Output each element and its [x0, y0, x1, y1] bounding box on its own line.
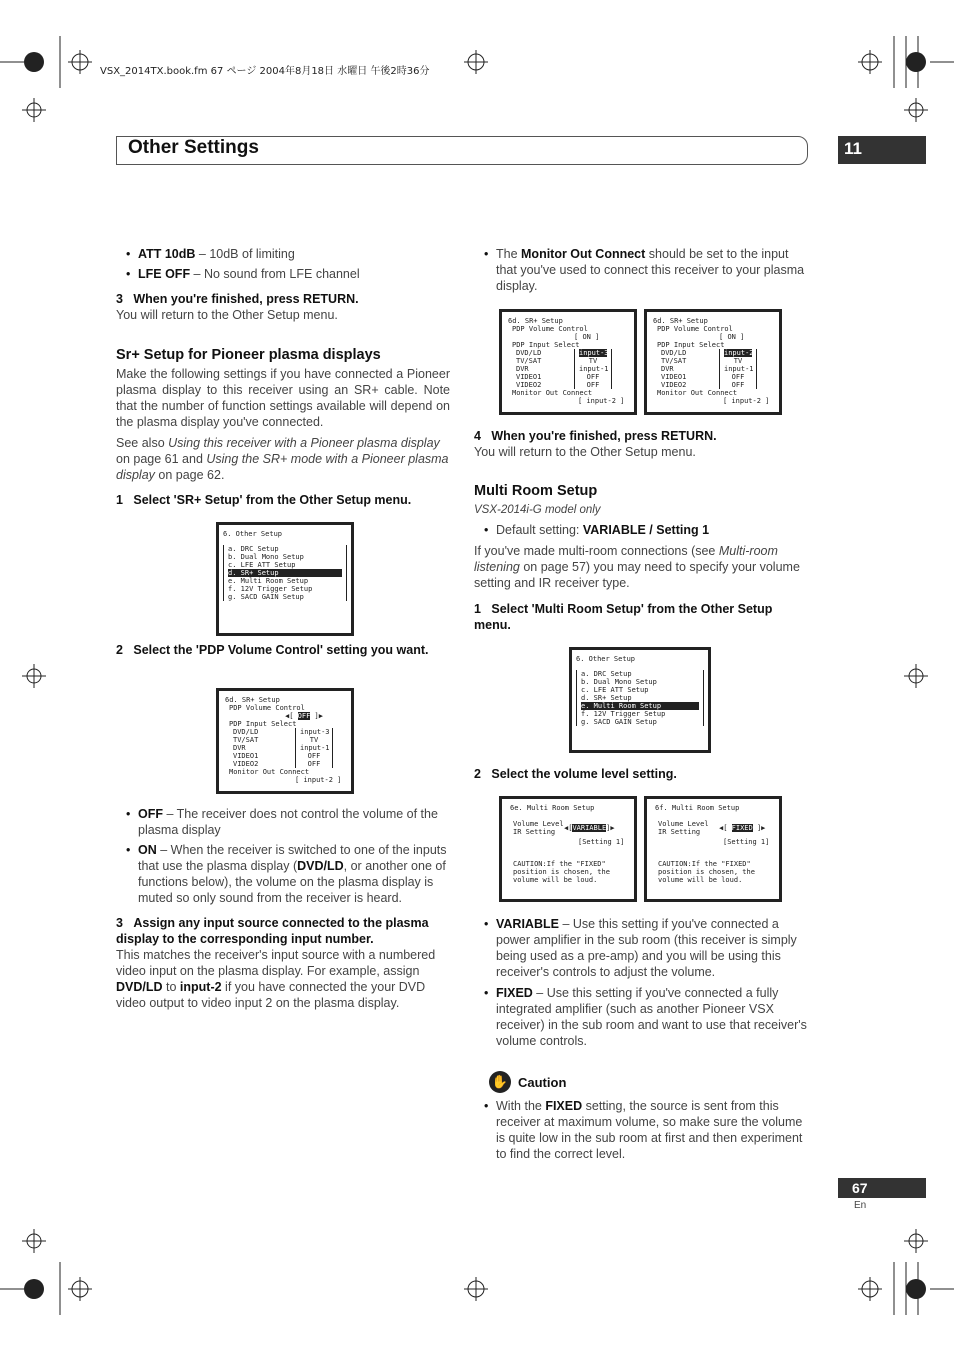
section-title-multiroom: Multi Room Setup	[474, 483, 598, 499]
list-item: • ATT 10dB – 10dB of limiting	[116, 246, 450, 262]
page-number: 67	[852, 1180, 868, 1196]
caution-hand-icon: ✋	[489, 1071, 511, 1093]
left-bullets-mid	[116, 806, 450, 1011]
osd-other-setup-sr: 6. Other Setup a. DRC Setup b. Dual Mono Setup c. LFE ATT Setup d. SR+ Setup e. Multi Room Setup f. 12V Trigger Setup g. SACD GAIN Setup	[216, 522, 354, 636]
caution-title: Caution	[518, 1075, 567, 1090]
sr-step-3-body: This matches the receiver's input source with a numbered video input on the plasma display. For example, assign DVD/LD to input-2 if you have connected the your DVD video output to video input 2 on the plasma display.	[116, 948, 436, 1010]
osd-other-setup-mr: 6. Other Setup a. DRC Setup b. Dual Mono Setup c. LFE ATT Setup d. SR+ Setup e. Multi Room Setup f. 12V Trigger Setup g. SACD GAIN Setup	[569, 647, 711, 753]
multiroom-step-1: 1 Select 'Multi Room Setup' from the Other Setup menu.	[474, 602, 773, 632]
chapter-badge	[838, 136, 926, 164]
step-3-heading: 3 When you're finished, press RETURN.	[116, 292, 359, 306]
sr-see-also: See also Using this receiver with a Pioneer plasma display on page 61 and Using the SR+ mode with a Pioneer plasma display on page 62.	[116, 436, 449, 482]
list-item: • The Monitor Out Connect should be set to the input that you've used to connect this receiver to your plasma display.	[474, 246, 808, 294]
chapter-number: 11	[844, 139, 862, 158]
osd-sr-setup-off: 6d. SR+ Setup PDP Volume Control ◀[ OFF ]▶ PDP Input Select DVD/LD TV/SAT DVR VIDEO1 VIDEO2 input-3 TV input-1 OFF OFF Monitor Out Connect [ input-2 ]	[216, 688, 354, 794]
list-item: • VARIABLE – Use this setting if you've connected a power amplifier in the sub room (this receiver is simply being used as a pre-amp) and you will be using this receiver's controls to adjust the volume.	[474, 916, 808, 980]
list-item: • LFE OFF – No sound from LFE channel	[116, 266, 450, 282]
step-4-heading: 4 When you're finished, press RETURN.	[474, 429, 717, 443]
file-info: VSX_2014TX.book.fm 67 ページ 2004年8月18日 水曜日 午後2時36分	[100, 66, 430, 77]
right-monitor-bullet	[474, 246, 808, 294]
sr-step-2: 2 Select the 'PDP Volume Control' setting you want.	[116, 643, 429, 657]
model-only: VSX-2014i-G model only	[474, 504, 601, 516]
list-item: • OFF – The receiver does not control the volume of the plasma display	[116, 806, 450, 838]
default-setting: • Default setting: VARIABLE / Setting 1	[474, 522, 808, 538]
osd-multiroom-fixed: 6f. Multi Room Setup Volume Level IR Setting ◀[ FIXED ]▶ [Setting 1] CAUTION:If the "FIXED" position is chosen, the volume will be loud.	[644, 796, 782, 902]
page-title: Other Settings	[128, 137, 259, 158]
section-title-sr: Sr+ Setup for Pioneer plasma displays	[116, 347, 381, 363]
multiroom-step-2: 2 Select the volume level setting.	[474, 767, 677, 781]
page-number-badge	[838, 1178, 926, 1198]
language-code: En	[854, 1200, 867, 1211]
osd-sr-setup-on-a: 6d. SR+ Setup PDP Volume Control [ ON ] PDP Input Select DVD/LD TV/SAT DVR VIDEO1 VIDEO2 input-3 TV input-1 OFF OFF Monitor Out Connect [ input-2 ]	[499, 309, 637, 415]
left-column	[116, 246, 450, 323]
right-step-4-block	[474, 428, 808, 460]
sr-step-1: 1 Select 'SR+ Setup' from the Other Setup menu.	[116, 493, 412, 507]
step-3-note: You will return to the Other Setup menu.	[116, 308, 338, 322]
list-item: • ON – When the receiver is switched to one of the inputs that use the plasma display (DVD/LD, or another one of functions below), the volume on the plasma display is muted so only sound from the receiver is heard.	[116, 842, 450, 906]
multiroom-intro: If you've made multi-room connections (see Multi-room listening on page 57) you may need to specify your volume setting and IR receiver type.	[474, 544, 800, 590]
list-item: • FIXED – Use this setting if you've connected a fully integrated amplifier (such as another Pioneer VSX receiver) in the sub room and want to use that receiver's volume controls.	[474, 985, 808, 1049]
osd-multiroom-variable: 6e. Multi Room Setup Volume Level IR Setting ◀[VARIABLE]▶ [Setting 1] CAUTION:If the "FIXED" position is chosen, the volume will be loud.	[499, 796, 637, 902]
multiroom-options	[474, 916, 808, 1049]
sr-step-3: 3 Assign any input source connected to the plasma display to the corresponding input number.	[116, 916, 429, 946]
osd-sr-setup-on-b: 6d. SR+ Setup PDP Volume Control [ ON ] PDP Input Select DVD/LD TV/SAT DVR VIDEO1 VIDEO2 input-2 TV input-1 OFF OFF Monitor Out Connect [ input-2 ]	[644, 309, 782, 415]
step-4-note: You will return to the Other Setup menu.	[474, 445, 696, 459]
caution-text: • With the FIXED setting, the source is sent from this receiver at maximum volume, so make sure the volume is quite low in the sub room at first and then experiment to find the correct level.	[474, 1098, 808, 1162]
sr-intro: Make the following settings if you have connected a Pioneer plasma display to this receiver using an SR+ cable. Note that the number of function settings available will depend on the plasma display you've connected.	[116, 367, 450, 429]
